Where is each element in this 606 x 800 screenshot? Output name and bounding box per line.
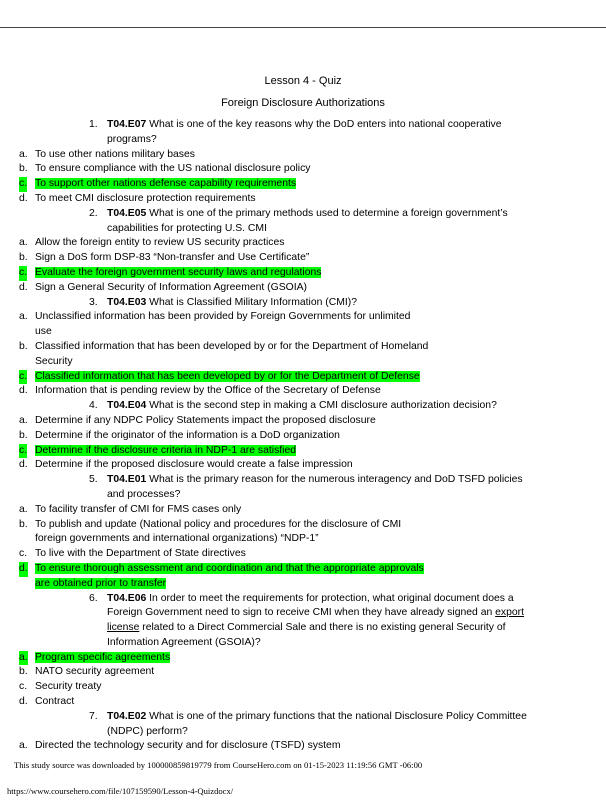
answer-option: [19, 384, 430, 399]
question-item: [89, 710, 537, 740]
option-text: To support other nations defense capability requirements: [35, 178, 297, 190]
option-text: Program specific agreements: [35, 651, 171, 663]
option-text: Determine if any NDPC Policy Statements impact the proposed disclosure: [35, 414, 376, 426]
answer-option: [19, 340, 430, 370]
answer-option-correct: [19, 370, 430, 385]
option-text: To meet CMI disclosure protection requirements: [35, 192, 256, 204]
option-text: Directed the technology security and for disclosure (TSFD) system: [35, 740, 341, 752]
option-label: b.: [19, 340, 28, 352]
option-text: Contract: [35, 696, 75, 708]
answer-option: [19, 148, 430, 163]
question-item: [89, 296, 537, 311]
option-text: Security treaty: [35, 681, 102, 693]
question-code: T04.E06: [107, 592, 147, 604]
question-text: What is one of the key reasons why the DoD enters into national cooperative programs?: [107, 119, 502, 145]
question-text: What is the second step in making a CMI disclosure authorization decision?: [146, 400, 497, 412]
option-label: d.: [19, 562, 28, 577]
answer-option: [19, 547, 430, 562]
option-label: c.: [19, 681, 28, 693]
option-label: d.: [19, 192, 28, 204]
option-label: c.: [19, 548, 28, 560]
option-text: To facility transfer of CMI for FMS cases only: [35, 503, 242, 515]
option-label: b.: [19, 666, 28, 678]
option-text: Information that is pending review by the Office of the Secretary of Defense: [35, 385, 381, 397]
question-item: [89, 207, 537, 237]
answer-option: [19, 162, 430, 177]
option-text: Sign a DoS form DSP-83 “Non-transfer and Use Certificate”: [35, 252, 310, 264]
question-text: What is one of the primary functions that the national Disclosure Policy Committee (NDPC) perform?: [107, 710, 527, 737]
answer-option-correct: [19, 177, 430, 192]
answer-option: [19, 429, 430, 444]
option-label: a.: [19, 311, 28, 323]
question-number: 3.: [89, 296, 98, 308]
answer-option: [19, 695, 430, 710]
option-label: a.: [19, 148, 28, 160]
option-text: To publish and update (National policy and procedures for the disclosure of CMI foreign governments and international organizations) “NDP-1”: [35, 518, 402, 545]
answer-option: [19, 414, 430, 429]
option-text: To live with the Department of State directives: [35, 548, 246, 560]
answer-option: [19, 518, 430, 548]
option-text: NATO security agreement: [35, 666, 155, 678]
question-code: T04.E01: [107, 474, 147, 486]
answer-option: [19, 665, 430, 680]
question-code: T04.E07: [107, 119, 147, 130]
option-label: a.: [19, 414, 28, 426]
option-label: b.: [19, 429, 28, 441]
question-number: 7.: [89, 710, 98, 722]
question-code: T04.E02: [107, 710, 147, 722]
option-label: c.: [19, 444, 27, 459]
option-label: b.: [19, 252, 28, 264]
question-text-cont: related to a Direct Commercial Sale and there is no existing general Security of Information Agreement (GSOIA)?: [107, 622, 506, 648]
answer-option: [19, 251, 430, 266]
answer-option-correct: [19, 444, 430, 459]
option-label: a.: [19, 503, 28, 515]
option-label: b.: [19, 518, 28, 530]
option-label: c.: [19, 370, 27, 385]
option-text: Determine if the originator of the information is a DoD organization: [35, 429, 340, 441]
option-label: d.: [19, 281, 28, 293]
download-note: This study source was downloaded by 100000859819779 from CourseHero.com on 01-15-2023 11:19:56 GMT -06:00: [14, 760, 423, 770]
option-label: d.: [19, 696, 28, 708]
question-item: [89, 592, 537, 651]
option-text: To ensure compliance with the US national disclosure policy: [35, 163, 311, 175]
question-code: T04.E03: [107, 296, 147, 308]
question-text: What is one of the primary methods used to determine a foreign government’s capabilities for protecting U.S. CMI: [107, 207, 508, 234]
quiz-list: [0, 118, 606, 754]
question-number: 1.: [89, 119, 98, 130]
answer-option-correct: [19, 266, 430, 281]
option-text: Classified information that has been developed by or for the Department of Homeland Security: [35, 340, 429, 367]
export-license-link[interactable]: export license: [107, 607, 525, 634]
option-text: Evaluate the foreign government security laws and regulations: [35, 266, 322, 278]
option-text: Allow the foreign entity to review US security practices: [35, 237, 285, 249]
source-url[interactable]: https://www.coursehero.com/file/107159590/Lesson-4-Quizdocx/: [7, 786, 234, 796]
answer-option: [19, 192, 430, 207]
question-code: T04.E04: [107, 400, 147, 412]
answer-option-correct: [19, 562, 430, 592]
option-label: d.: [19, 385, 28, 397]
option-label: a.: [19, 237, 28, 249]
option-text: Determine if the disclosure criteria in NDP-1 are satisfied: [35, 444, 297, 456]
answer-option: [19, 739, 430, 754]
answer-option: [19, 458, 430, 473]
question-text: What is the primary reason for the numerous interagency and DoD TSFD policies and processes?: [107, 474, 523, 500]
option-label: a.: [19, 651, 28, 666]
option-label: a.: [19, 740, 28, 752]
answer-option: [19, 236, 430, 251]
option-label: b.: [19, 163, 28, 175]
option-text: Classified information that has been developed by or for the Department of Defense: [35, 370, 420, 382]
option-text: Unclassified information has been provided by Foreign Governments for unlimited use: [35, 311, 411, 338]
question-number: 4.: [89, 400, 98, 412]
answer-option: [19, 503, 430, 518]
question-item: [89, 473, 537, 503]
question-text: In order to meet the requirements for protection, what original document does a Foreign Government need to sign to receive CMI when they have already signed an: [107, 592, 514, 619]
question-item: [89, 118, 537, 148]
question-text: What is Classified Military Information (CMI)?: [146, 296, 358, 308]
option-text: Determine if the proposed disclosure would create a false impression: [35, 459, 353, 471]
option-text: To use other nations military bases: [35, 148, 195, 160]
question-code: T04.E05: [107, 207, 147, 219]
question-number: 5.: [89, 474, 98, 486]
question-number: 6.: [89, 592, 98, 604]
option-label: c.: [19, 266, 27, 281]
page-title: Lesson 4 - Quiz: [264, 75, 342, 87]
question-number: 2.: [89, 207, 98, 219]
answer-option: [19, 680, 430, 695]
header-rule: [0, 27, 606, 28]
option-text: To ensure thorough assessment and coordination and that the appropriate approvals are obtained prior to transfer: [35, 562, 424, 589]
option-text: Sign a General Security of Information Agreement (GSOIA): [35, 281, 308, 293]
answer-option: [19, 281, 430, 296]
answer-option: [19, 310, 430, 340]
question-item: [89, 399, 537, 414]
page-subtitle: Foreign Disclosure Authorizations: [221, 97, 385, 109]
option-label: d.: [19, 459, 28, 471]
answer-option-correct: [19, 651, 430, 666]
option-label: c.: [19, 177, 27, 192]
